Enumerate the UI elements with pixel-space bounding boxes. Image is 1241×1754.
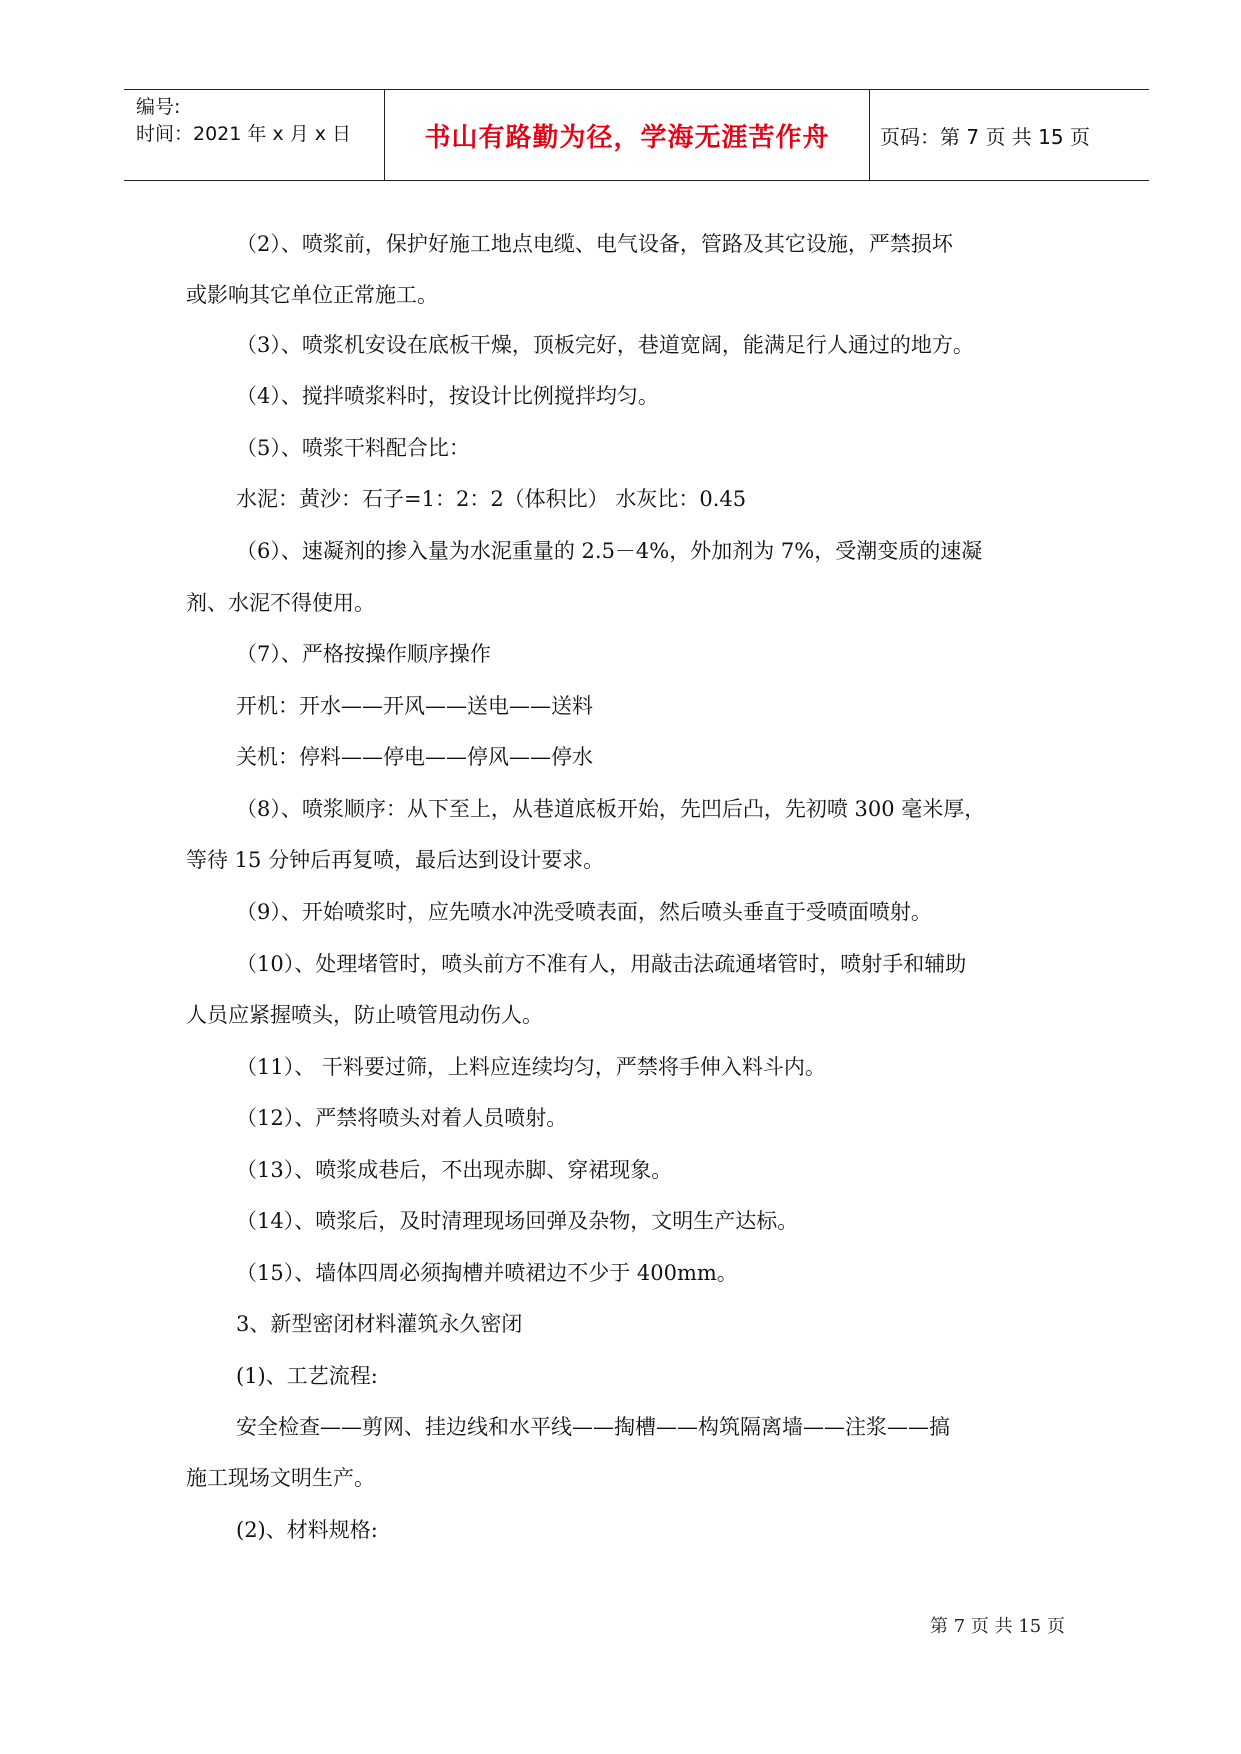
body-line: 等待 15 分钟后再复喷，最后达到设计要求。 <box>186 848 605 872</box>
footer-page-number: 第 7 页 共 15 页 <box>930 1616 1065 1637</box>
body-line: （14）、喷浆后，及时清理现场回弹及杂物，文明生产达标。 <box>236 1209 799 1233</box>
body-line: 人员应紧握喷头，防止喷管甩动伤人。 <box>186 1003 543 1027</box>
body-line: (2)、材料规格: <box>236 1518 378 1542</box>
body-line: （11）、 干料要过筛，上料应连续均匀，严禁将手伸入料斗内。 <box>236 1055 826 1079</box>
body-line: （12）、严禁将喷头对着人员喷射。 <box>236 1106 568 1130</box>
body-line: 剂、水泥不得使用。 <box>186 591 375 615</box>
body-line: （15）、墙体四周必须掏槽并喷裙边不少于 400mm。 <box>236 1261 738 1285</box>
body-line: （10）、处理堵管时，喷头前方不准有人，用敲击法疏通堵管时，喷射手和辅助 <box>236 952 967 976</box>
body-line: （2）、喷浆前，保护好施工地点电缆、电气设备，管路及其它设施，严禁损坏 <box>236 232 953 256</box>
body-line: 关机：停料——停电——停风——停水 <box>236 745 593 769</box>
body-line: 开机：开水——开风——送电——送料 <box>236 694 593 718</box>
body-line: （5）、喷浆干料配合比： <box>236 436 470 460</box>
body-line: 或影响其它单位正常施工。 <box>186 283 438 307</box>
header-page-number: 页码：第 7 页 共 15 页 <box>880 124 1090 149</box>
body-line: （13）、喷浆成巷后，不出现赤脚、穿裙现象。 <box>236 1158 673 1182</box>
header-motto: 书山有路勤为径，学海无涯苦作舟 <box>424 122 830 153</box>
header-table <box>124 89 1149 181</box>
body-line: （8）、喷浆顺序：从下至上，从巷道底板开始，先凹后凸，先初喷 300 毫米厚， <box>236 797 986 821</box>
header-divider <box>384 90 385 180</box>
body-line: （6）、速凝剂的掺入量为水泥重量的 2.5－4%，外加剂为 7%，受潮变质的速凝 <box>236 539 983 563</box>
body-line: 水泥：黄沙：石子=1：2：2（体积比） 水灰比：0.45 <box>236 487 747 511</box>
section-heading: 3、新型密闭材料灌筑永久密闭 <box>236 1312 523 1336</box>
body-line: (1)、工艺流程: <box>236 1364 378 1388</box>
doc-time-label: 时间：2021 年 x 月 x 日 <box>136 123 352 145</box>
body-line: （9）、开始喷浆时，应先喷水冲洗受喷表面，然后喷头垂直于受喷面喷射。 <box>236 900 932 924</box>
body-line: 安全检查——剪网、挂边线和水平线——掏槽——构筑隔离墙——注浆——搞 <box>236 1415 950 1439</box>
header-divider <box>869 90 870 180</box>
header-meta <box>136 94 381 148</box>
doc-number-label: 编号: <box>136 96 181 118</box>
body-line: （4）、搅拌喷浆料时，按设计比例搅拌均匀。 <box>236 384 659 408</box>
body-line: （7）、严格按操作顺序操作 <box>236 642 491 666</box>
body-line: （3）、喷浆机安设在底板干燥，顶板完好，巷道宽阔，能满足行人通过的地方。 <box>236 333 974 357</box>
body-line: 施工现场文明生产。 <box>186 1466 375 1490</box>
